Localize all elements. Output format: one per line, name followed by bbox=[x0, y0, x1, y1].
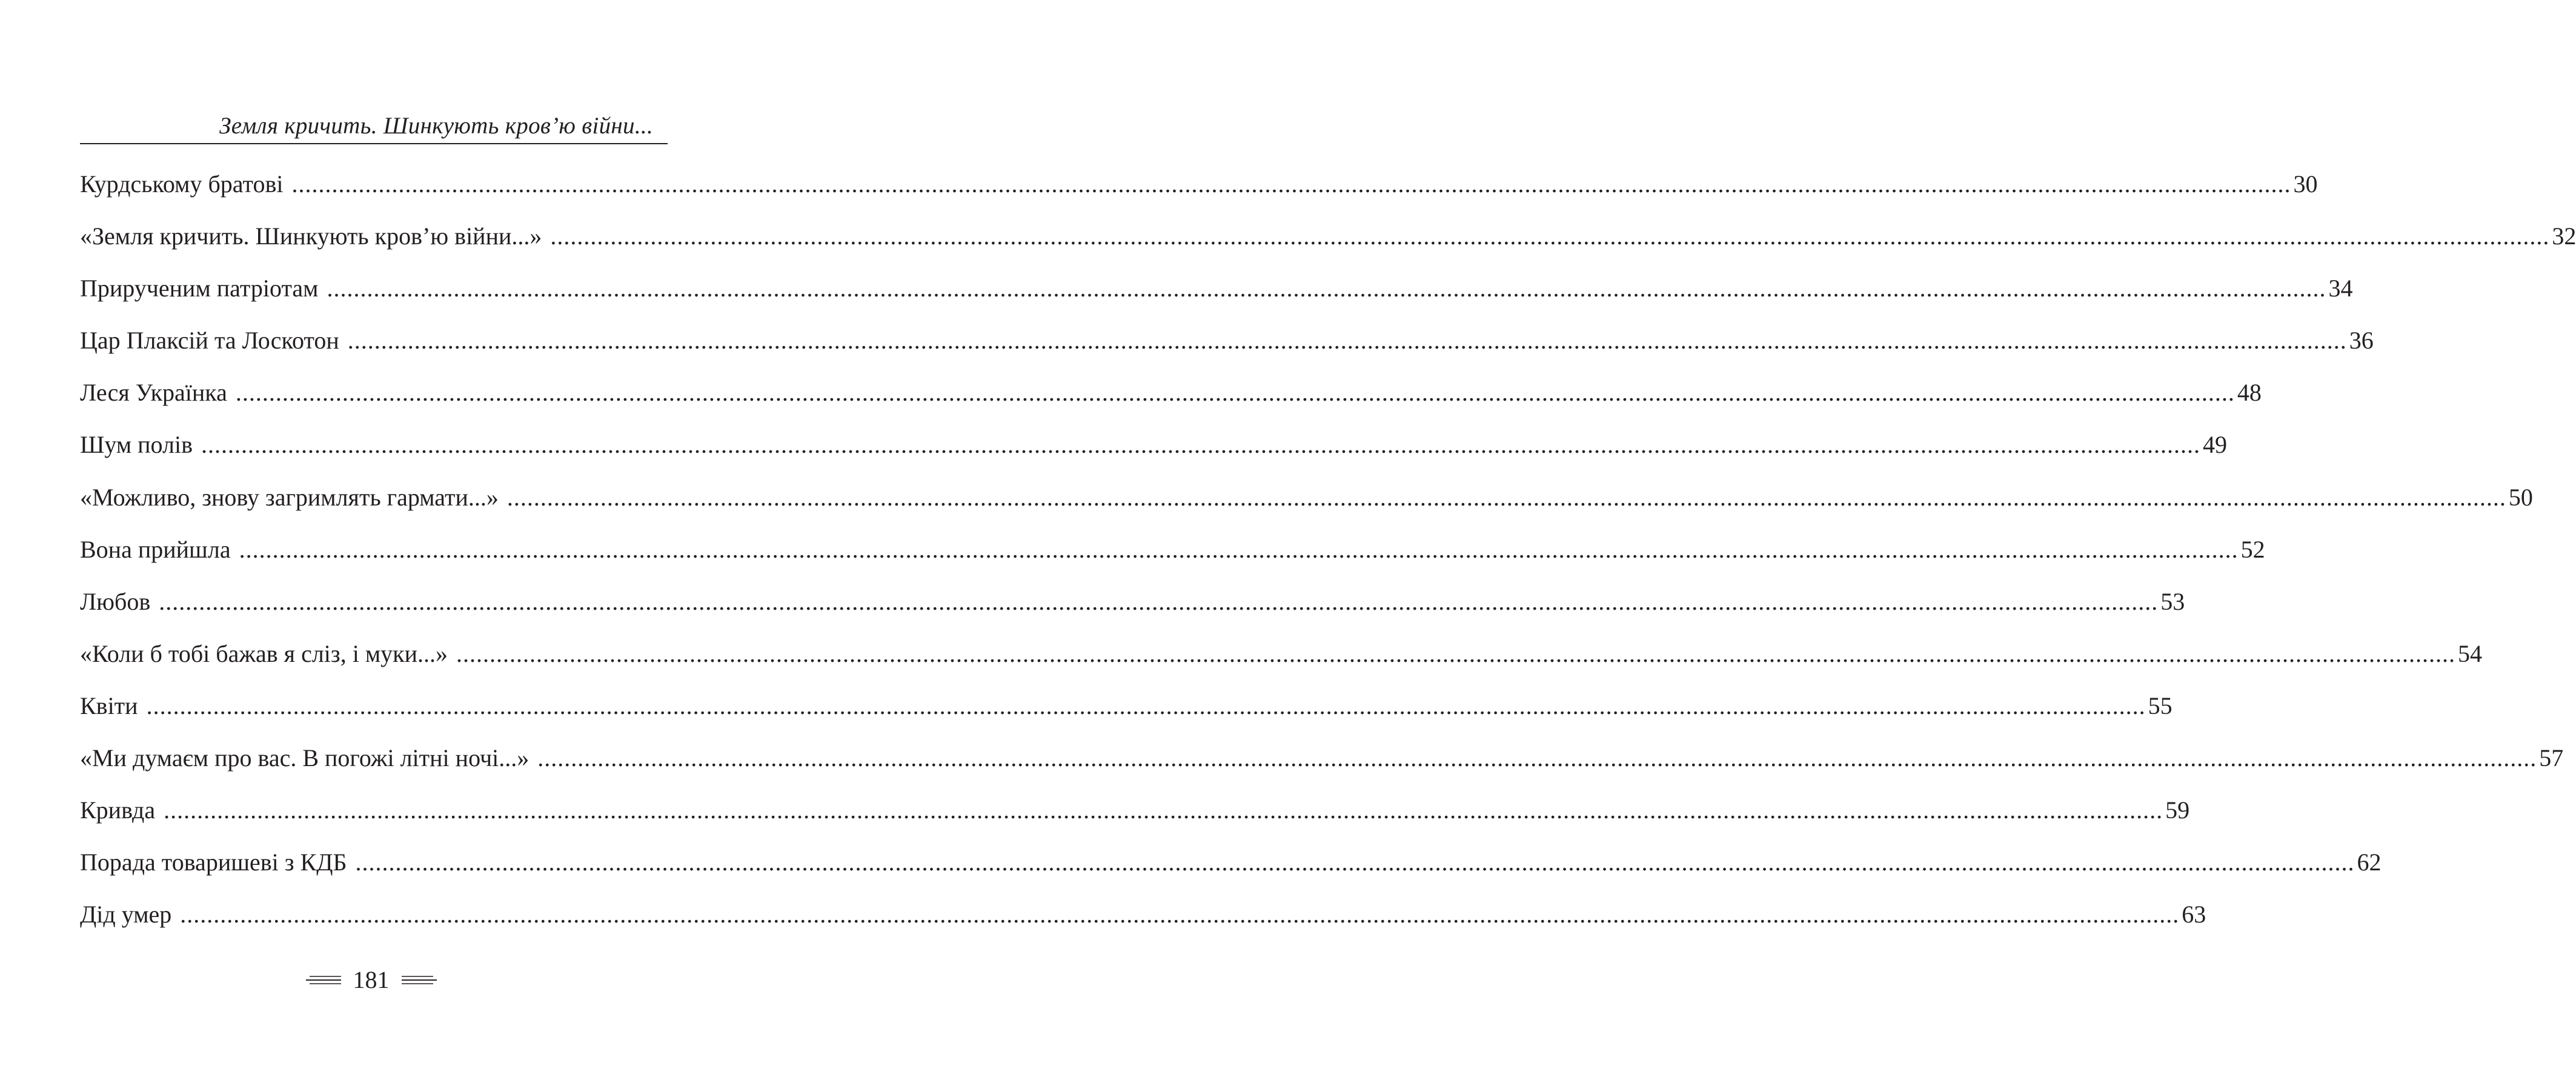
toc-entry bbox=[80, 221, 2576, 273]
dot-leader: ............................................................................................................................................................................................................................................................................................................ bbox=[327, 275, 2326, 302]
folio bbox=[0, 965, 742, 995]
toc-entry-page: 32 bbox=[2552, 222, 2576, 250]
left-ornament-icon bbox=[306, 974, 341, 986]
dot-leader: ............................................................................................................................................................................................................................................................................................................ bbox=[180, 901, 2180, 929]
toc-entry bbox=[80, 535, 2265, 587]
dot-leader: ............................................................................................................................................................................................................................................................................................................ bbox=[239, 535, 2239, 563]
dot-leader: ............................................................................................................................................................................................................................................................................................................ bbox=[537, 744, 2537, 772]
toc-entry-page: 63 bbox=[2182, 901, 2206, 929]
toc-entry-title: Цар Плаксій та Лоскотон bbox=[80, 327, 339, 355]
toc-entry-title: Прирученим патріотам bbox=[80, 275, 319, 302]
header-rule bbox=[80, 143, 668, 144]
dot-leader: ............................................................................................................................................................................................................................................................................................................ bbox=[291, 170, 2291, 198]
dot-leader: ............................................................................................................................................................................................................................................................................................................ bbox=[146, 692, 2146, 719]
dot-leader: ............................................................................................................................................................................................................................................................................................................ bbox=[456, 639, 2455, 667]
running-head-title: Земля кричить. Шинкують кров’ю війни... bbox=[219, 113, 653, 139]
toc-entry-page: 54 bbox=[2457, 639, 2482, 667]
toc-entry bbox=[80, 378, 2262, 430]
toc-entry-title: Леся Українка bbox=[80, 379, 227, 407]
toc-entry-page: 36 bbox=[2349, 327, 2374, 355]
toc-entry-page: 48 bbox=[2237, 379, 2262, 407]
toc-entry-title: Курдському братові bbox=[80, 170, 284, 198]
toc-entry-title: «Можливо, знову загримлять гармати...» bbox=[80, 483, 499, 511]
dot-leader: ............................................................................................................................................................................................................................................................................................................ bbox=[347, 327, 2347, 355]
dot-leader: ............................................................................................................................................................................................................................................................................................................ bbox=[506, 483, 2506, 511]
toc-entry-page: 53 bbox=[2160, 587, 2185, 615]
toc-entry-title: «Ми думаєм про вас. В погожі літні ночі...» bbox=[80, 744, 529, 772]
toc-entry-page: 49 bbox=[2202, 431, 2227, 459]
running-head bbox=[80, 110, 668, 145]
table-of-contents bbox=[80, 169, 2576, 952]
toc-entry-page: 59 bbox=[2165, 796, 2190, 824]
dot-leader: ............................................................................................................................................................................................................................................................................................................ bbox=[159, 587, 2159, 615]
toc-entry-page: 62 bbox=[2357, 849, 2382, 876]
dot-leader: ............................................................................................................................................................................................................................................................................................................ bbox=[550, 222, 2550, 250]
toc-entry-page: 55 bbox=[2148, 692, 2173, 719]
toc-entry-title: Дід умер bbox=[80, 901, 172, 929]
toc-entry bbox=[80, 899, 2206, 952]
toc-entry bbox=[80, 430, 2227, 482]
toc-entry bbox=[80, 325, 2374, 378]
toc-entry-page: 57 bbox=[2539, 744, 2564, 772]
toc-entry-title: Порада товаришеві з КДБ bbox=[80, 849, 347, 876]
toc-entry-title: Любов bbox=[80, 587, 151, 615]
toc-entry bbox=[80, 482, 2533, 535]
toc-entry-title: Квіти bbox=[80, 692, 138, 719]
dot-leader: ............................................................................................................................................................................................................................................................................................................ bbox=[164, 796, 2163, 824]
page-number: 181 bbox=[353, 966, 390, 993]
toc-entry bbox=[80, 169, 2318, 221]
toc-entry bbox=[80, 587, 2185, 639]
toc-entry bbox=[80, 691, 2173, 743]
toc-entry-page: 52 bbox=[2240, 535, 2265, 563]
toc-entry-title: Шум полів bbox=[80, 431, 193, 459]
toc-entry-page: 30 bbox=[2293, 170, 2318, 198]
toc-entry bbox=[80, 743, 2564, 795]
toc-entry bbox=[80, 273, 2353, 325]
toc-entry-title: «Коли б тобі бажав я сліз, і муки...» bbox=[80, 639, 448, 667]
toc-entry bbox=[80, 795, 2190, 847]
toc-entry-title: Кривда bbox=[80, 796, 156, 824]
dot-leader: ............................................................................................................................................................................................................................................................................................................ bbox=[201, 431, 2200, 459]
right-ornament-icon bbox=[402, 974, 437, 986]
toc-entry-page: 50 bbox=[2508, 483, 2533, 511]
toc-entry-title: Вона прийшла bbox=[80, 535, 231, 563]
toc-entry-page: 34 bbox=[2328, 275, 2353, 302]
dot-leader: ............................................................................................................................................................................................................................................................................................................ bbox=[355, 849, 2355, 876]
toc-entry-title: «Земля кричить. Шинкують кров’ю війни...» bbox=[80, 222, 542, 250]
toc-entry bbox=[80, 847, 2382, 899]
dot-leader: ............................................................................................................................................................................................................................................................................................................ bbox=[235, 379, 2235, 407]
toc-entry bbox=[80, 639, 2482, 691]
